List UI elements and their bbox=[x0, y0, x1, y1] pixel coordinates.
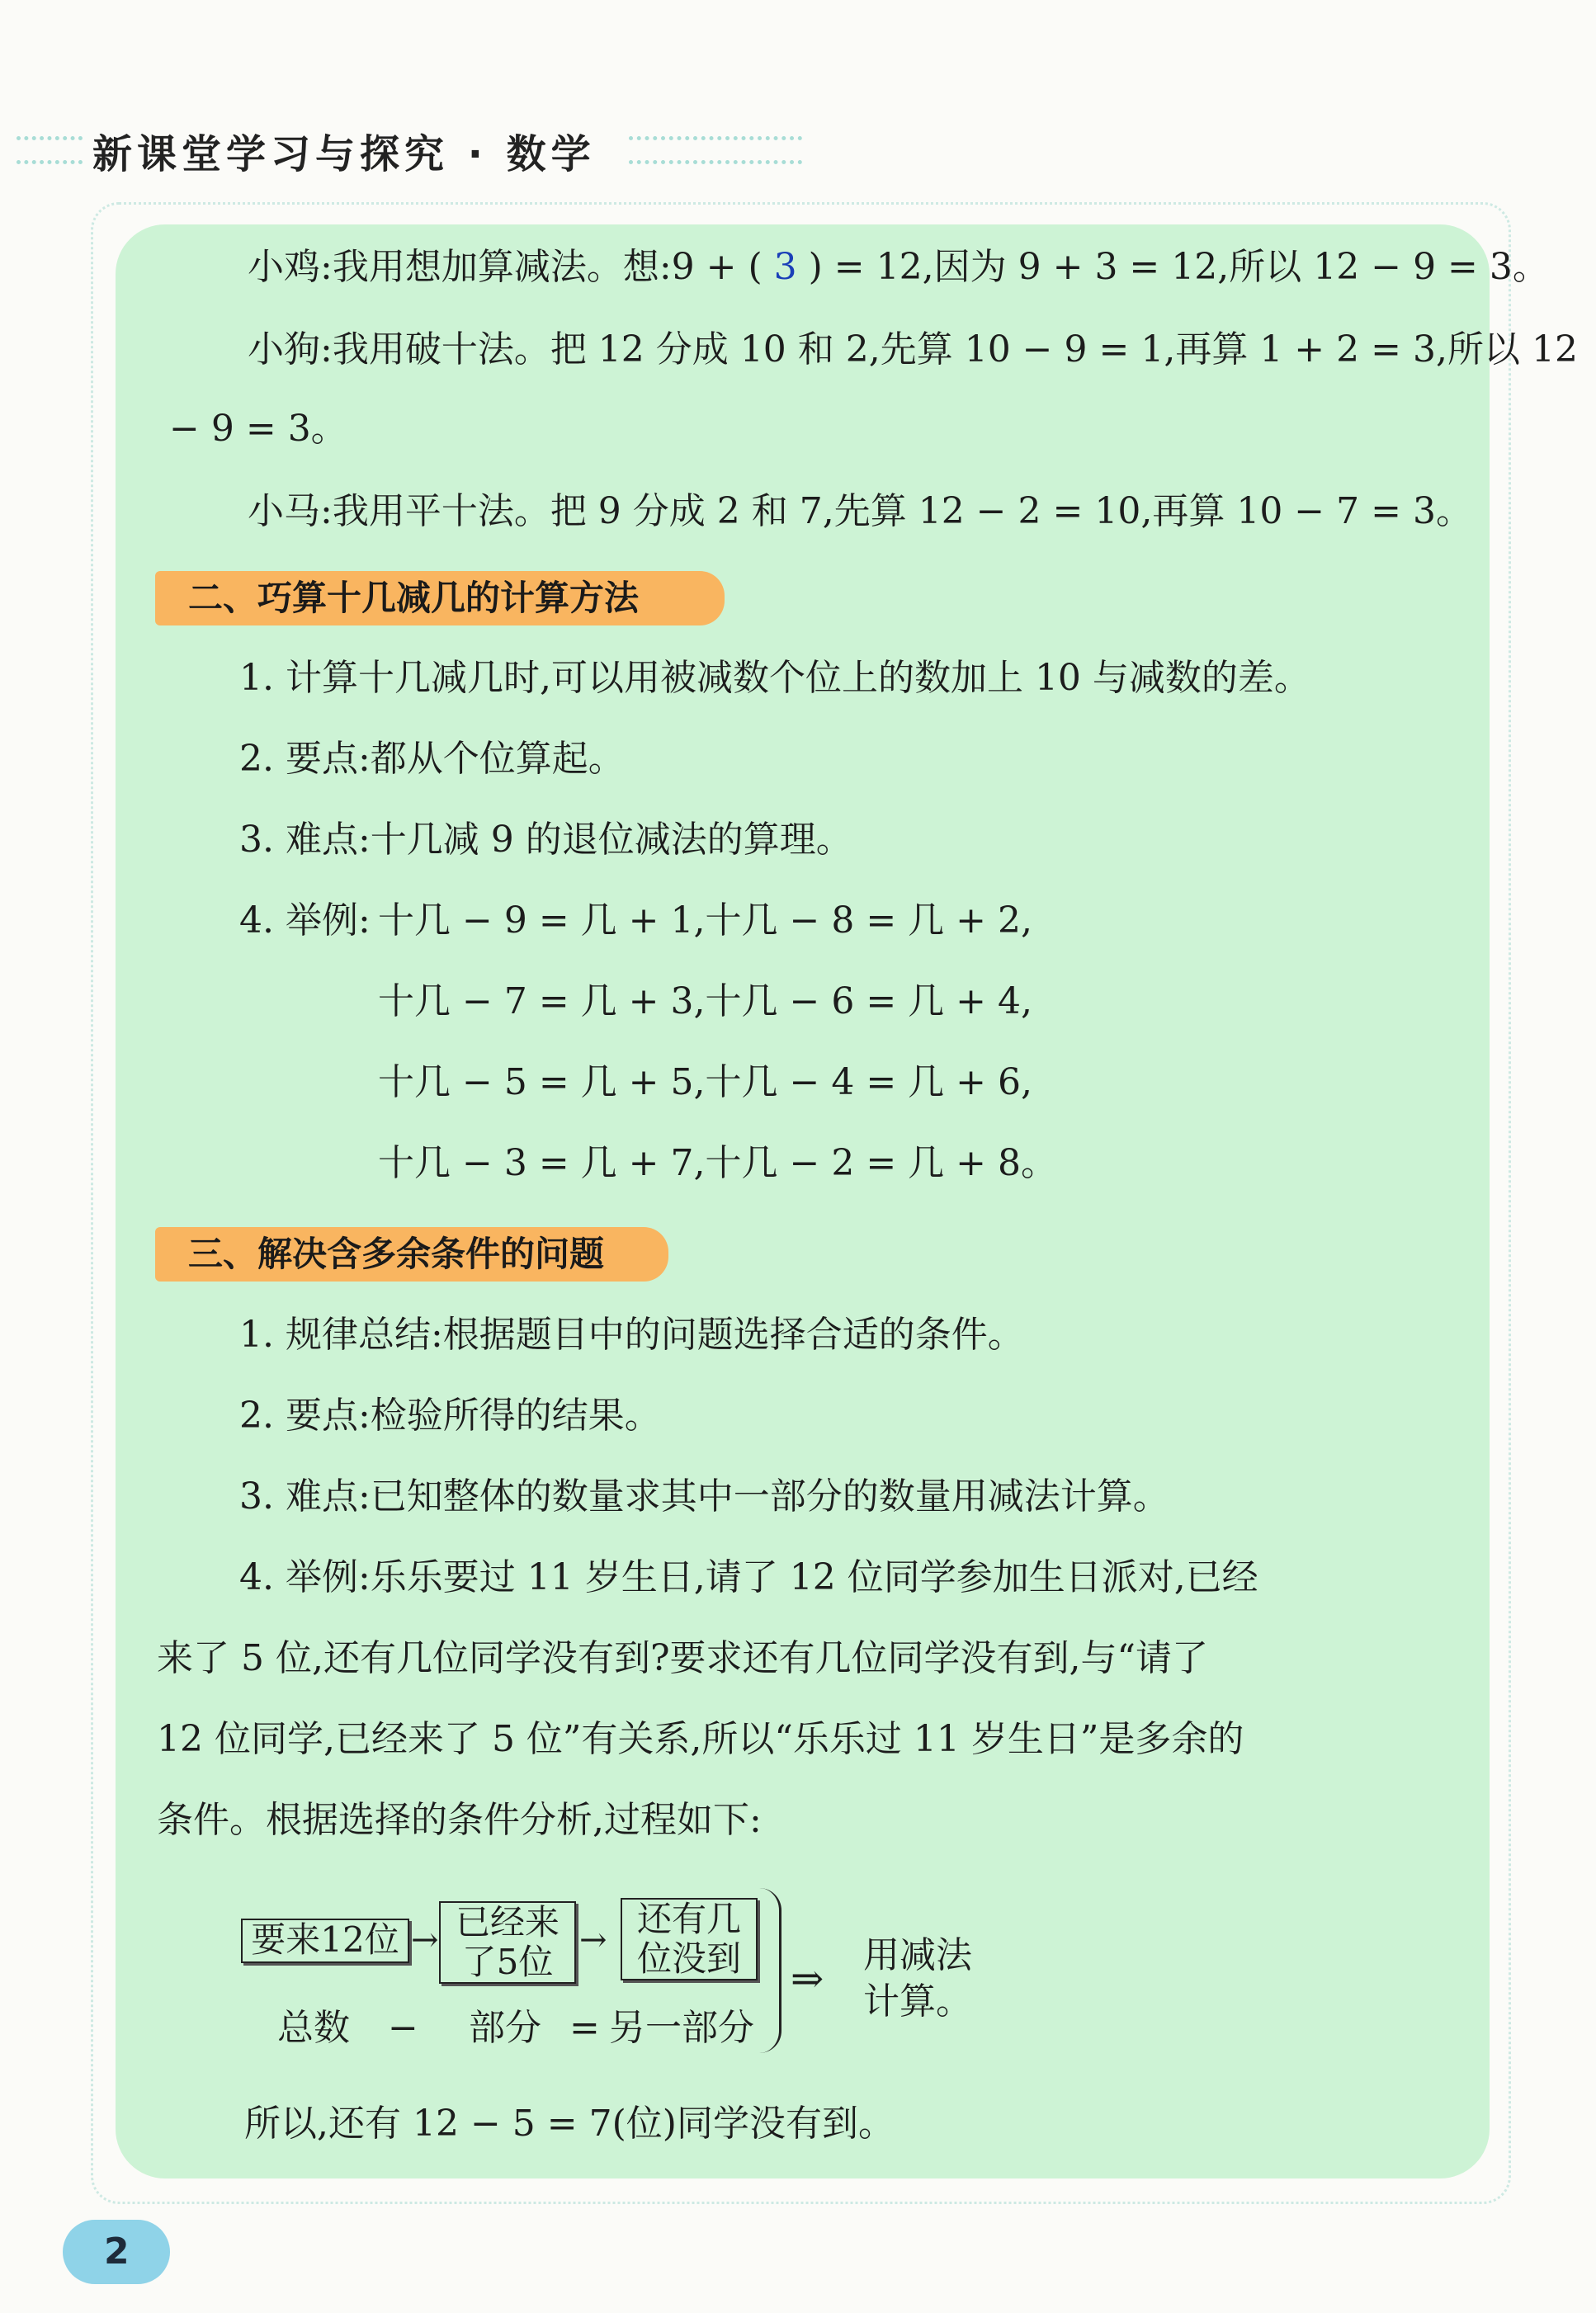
diagram-box-total: 要来12位 bbox=[241, 1919, 409, 1963]
diagram-label-other-part: 另一部分 bbox=[609, 2007, 754, 2049]
section3-item-2: 2. 要点:检验所得的结果。 bbox=[239, 1395, 661, 1437]
diagram-result-line2: 计算。 bbox=[863, 1980, 972, 2023]
conclusion-text: 所以,还有 12 − 5 = 7(位)同学没有到。 bbox=[244, 2103, 895, 2145]
example-line: 十几 − 7 = 几 + 3,十几 − 6 = 几 + 4, bbox=[378, 980, 1032, 1022]
example-line: 十几 − 5 = 几 + 5,十几 − 4 = 几 + 6, bbox=[378, 1061, 1032, 1103]
diagram-result-line1: 用减法 bbox=[863, 1934, 972, 1976]
diagram-box-arrived bbox=[439, 1901, 576, 1984]
arrow-right-icon: → bbox=[579, 1921, 607, 1959]
brace-icon bbox=[759, 1888, 781, 2053]
method-xiaoma: 小马:我用平十法。把 9 分成 2 和 7,先算 12 − 2 = 10,再算 10 − 7 = 3。 bbox=[248, 490, 1472, 532]
example-line: 十几 − 9 = 几 + 1,十几 − 8 = 几 + 2, bbox=[378, 899, 1032, 942]
diagram-box-remaining bbox=[621, 1898, 758, 1980]
diagram-minus-sign: − bbox=[388, 2007, 418, 2049]
method-xiaoji bbox=[248, 244, 1549, 290]
diagram-box-remaining-line2: 位没到 bbox=[636, 1938, 741, 1979]
implies-arrow-icon: ⇒ bbox=[791, 1956, 824, 2002]
section-heading-3: 三、解决含多余条件的问题 bbox=[155, 1227, 668, 1282]
diagram-box-remaining-line1: 还有几 bbox=[636, 1899, 741, 1939]
section2-item-2: 2. 要点:都从个位算起。 bbox=[239, 738, 625, 780]
diagram-equals-sign: = bbox=[569, 2007, 600, 2049]
page-number-badge: 2 bbox=[63, 2220, 170, 2284]
example-line: 十几 − 3 = 几 + 7,十几 − 2 = 几 + 8。 bbox=[378, 1142, 1058, 1184]
section3-item-1: 1. 规律总结:根据题目中的问题选择合适的条件。 bbox=[239, 1314, 1024, 1356]
section3-example-line: 条件。根据选择的条件分析,过程如下: bbox=[157, 1799, 762, 1841]
method-xiaogou-line1: 小狗:我用破十法。把 12 分成 10 和 2,先算 10 − 9 = 1,再算 1 + 2 = 3,所以 12 bbox=[248, 328, 1578, 371]
method-xiaogou-line2: − 9 = 3。 bbox=[169, 408, 347, 450]
section2-item-1: 1. 计算十几减几时,可以用被减数个位上的数加上 10 与减数的差。 bbox=[239, 657, 1310, 699]
diagram-box-arrived-line2: 了5位 bbox=[461, 1942, 554, 1982]
page-header-title: 新课堂学习与探究 · 数学 bbox=[92, 131, 596, 177]
diagram-label-total: 总数 bbox=[277, 2007, 350, 2049]
section3-example-line: 4. 举例:乐乐要过 11 岁生日,请了 12 位同学参加生日派对,已经 bbox=[239, 1556, 1258, 1598]
diagram-box-arrived-line1: 已经来 bbox=[455, 1902, 560, 1942]
section3-item-3: 3. 难点:已知整体的数量求其中一部分的数量用减法计算。 bbox=[239, 1475, 1169, 1518]
header-decoration-left bbox=[17, 136, 83, 164]
section3-example-line: 来了 5 位,还有几位同学没有到?要求还有几位同学没有到,与“请了 bbox=[157, 1637, 1209, 1679]
section-heading-2: 二、巧算十几减几的计算方法 bbox=[155, 571, 725, 625]
header-decoration-right bbox=[629, 136, 802, 164]
method-xiaoji-text: 小鸡:我用想加算减法。想:9 + ( bbox=[248, 246, 763, 288]
method-xiaoji-text-end: ) = 12,因为 9 + 3 = 12,所以 12 − 9 = 3。 bbox=[808, 246, 1549, 288]
arrow-right-icon: → bbox=[411, 1921, 439, 1959]
diagram-label-part: 部分 bbox=[469, 2007, 541, 2049]
section2-item-4-label: 4. 举例: bbox=[239, 899, 371, 942]
section3-example-line: 12 位同学,已经来了 5 位”有关系,所以“乐乐过 11 岁生日”是多余的 bbox=[157, 1718, 1244, 1760]
section2-item-3: 3. 难点:十几减 9 的退位减法的算理。 bbox=[239, 819, 852, 861]
filled-answer: 3 bbox=[773, 246, 797, 288]
